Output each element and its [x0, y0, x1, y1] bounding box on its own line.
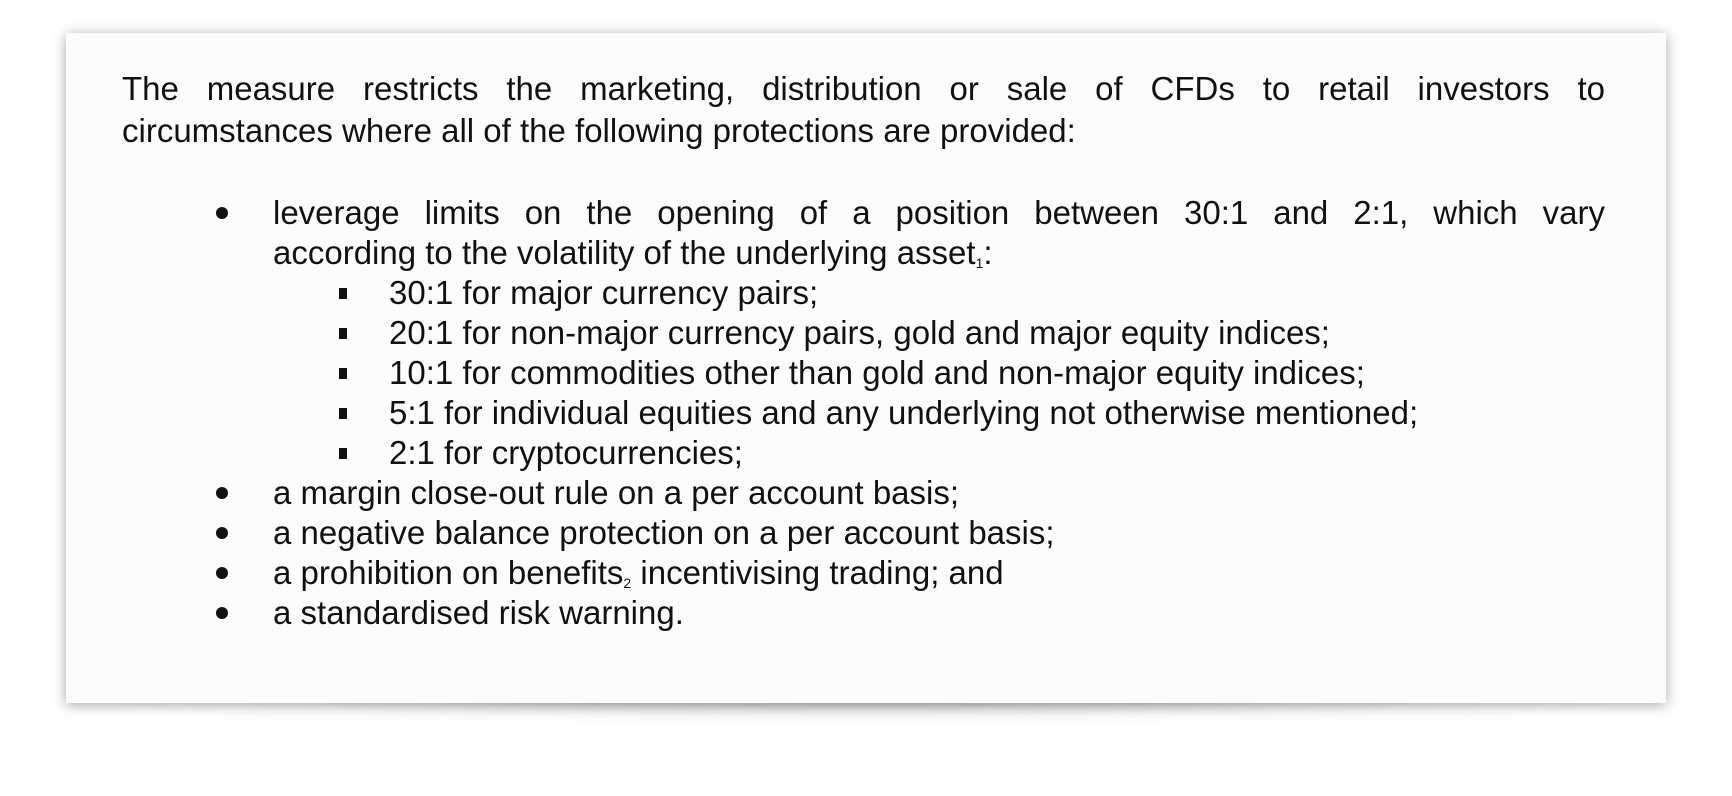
margin-close-out-text: a margin close-out rule on a per account basis;: [273, 474, 960, 511]
footnote-marker-2: 2: [623, 575, 632, 591]
footnote-marker-1: 1: [975, 255, 984, 271]
square-bullet-icon: [339, 328, 347, 339]
document-page: [66, 33, 1666, 703]
square-bullet-icon: [339, 448, 347, 459]
list-item-ratio: [273, 433, 1605, 473]
ratio-text: 2:1 for cryptocurrencies;: [389, 434, 743, 471]
list-item-negative-balance: [66, 513, 1605, 553]
negative-balance-text: a negative balance protection on a per account basis;: [273, 514, 1055, 551]
ratio-text: 5:1 for individual equities and any underlying not otherwise mentioned;: [389, 394, 1419, 431]
benefits-text-post: incentivising trading; and: [631, 554, 1004, 591]
protections-list: [66, 193, 1666, 633]
leverage-line-1: leverage limits on the opening of a position between 30:1 and 2:1, which vary: [273, 194, 1605, 231]
intro-paragraph: [122, 68, 1605, 152]
bullet-dot-icon: [216, 567, 228, 579]
leverage-line-2-colon: :: [983, 234, 993, 271]
intro-line-1: The measure restricts the marketing, distribution or sale of CFDs to retail investors to: [122, 70, 1605, 107]
list-item-leverage-limits: [66, 193, 1605, 473]
leverage-line-2: [273, 233, 1605, 273]
square-bullet-icon: [339, 288, 347, 299]
risk-warning-text: a standardised risk warning.: [273, 594, 684, 631]
leverage-line-2-text: according to the volatility of the underlying asset: [273, 234, 976, 271]
square-bullet-icon: [339, 408, 347, 419]
leverage-ratio-list: [273, 273, 1605, 473]
square-bullet-icon: [339, 368, 347, 379]
ratio-text: 20:1 for non-major currency pairs, gold and major equity indices;: [389, 314, 1330, 351]
benefits-text-pre: a prohibition on benefits: [273, 554, 624, 591]
list-item-risk-warning: [66, 593, 1605, 633]
bullet-dot-icon: [216, 527, 228, 539]
list-item-ratio: [273, 393, 1605, 433]
list-item-ratio: [273, 353, 1605, 393]
list-item-margin-close-out: [66, 473, 1605, 513]
intro-line-2: circumstances where all of the following protections are provided:: [122, 112, 1076, 149]
ratio-text: 30:1 for major currency pairs;: [389, 274, 819, 311]
list-item-ratio: [273, 313, 1605, 353]
bullet-dot-icon: [216, 487, 228, 499]
list-item-benefits-prohibition: [66, 553, 1605, 593]
bullet-dot-icon: [216, 207, 228, 219]
list-item-ratio: [273, 273, 1605, 313]
ratio-text: 10:1 for commodities other than gold and non-major equity indices;: [389, 354, 1365, 391]
bullet-dot-icon: [216, 607, 228, 619]
